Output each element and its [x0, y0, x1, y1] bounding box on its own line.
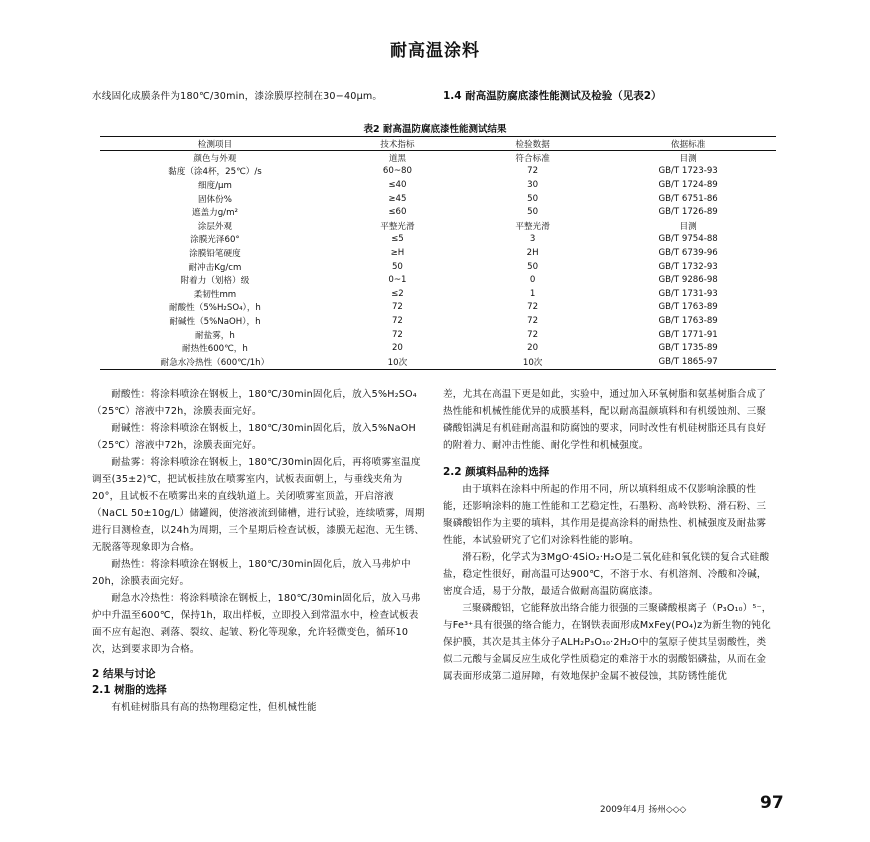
- table-cell: 耐热性600℃，h: [181, 344, 248, 355]
- table-row: [100, 205, 776, 219]
- table-row: [100, 151, 776, 165]
- table-cell: 3: [529, 234, 536, 245]
- table-row: [100, 246, 776, 260]
- table-cell: 72: [527, 302, 539, 313]
- table-cell: ≤40: [388, 179, 407, 190]
- table-cell: GB/T 6739-96: [658, 247, 718, 258]
- page-title: 耐高温涂料: [390, 41, 480, 61]
- table-row: [100, 178, 776, 192]
- table-cell: 目测: [679, 153, 697, 164]
- table-caption: 表2 耐高温防腐底漆性能测试结果: [363, 124, 507, 135]
- table-cell: GB/T 1771-91: [658, 329, 718, 340]
- section-1-4-heading: 1.4 耐高温防腐底漆性能测试及检验（见表2）: [443, 90, 662, 102]
- table-cell: 20: [391, 343, 403, 354]
- table-row: [100, 314, 776, 328]
- right-column: [443, 386, 775, 685]
- table-cell: GB/T 1724-89: [658, 179, 718, 190]
- table-cell: 72: [391, 329, 403, 340]
- table-cell: 附着力（划格）级: [180, 276, 250, 287]
- table-cell: 平整光滑: [380, 221, 415, 232]
- table-cell: GB/T 1763-89: [658, 315, 718, 326]
- paragraph: 耐酸性：将涂料喷涂在钢板上，180℃/30min固化后，放入5%H₂SO₄（25℃）溶液中72h，涂膜表面完好。: [92, 389, 417, 417]
- table-row: [100, 355, 776, 369]
- table-cell: GB/T 1726-89: [658, 207, 718, 218]
- table-cell: GB/T 1731-93: [658, 288, 718, 299]
- table-cell: 平整光滑: [515, 221, 550, 232]
- table-cell: 2H: [526, 247, 539, 258]
- table-header-row: [100, 137, 776, 151]
- table-cell: GB/T 1763-89: [658, 302, 718, 313]
- paragraph: 耐碱性：将涂料喷涂在钢板上，180℃/30min固化后，放入5%NaOH（25℃）溶液中72h，涂膜表面完好。: [92, 423, 416, 451]
- table-cell: 涂膜铅笔硬度: [189, 248, 241, 259]
- paragraph: 耐急水冷热性：将涂料喷涂在钢板上，180℃/30min固化后，放入马弗炉中升温至600℃，保持1h，取出样板，立即投入到常温水中，检查试板表面不应有起泡、剥落、裂纹、起皱、粉化等现象，允许轻微变色，循环10次，达到要求即为合格。: [92, 593, 421, 655]
- page-number: 97: [760, 793, 784, 813]
- table-cell: 72: [391, 315, 403, 326]
- table-cell: ≤60: [388, 207, 407, 218]
- col-header: 依据标准: [600, 137, 776, 151]
- table-cell: 耐盐雾，h: [195, 330, 235, 341]
- paragraph: 有机硅树脂具有高的热物理稳定性，但机械性能: [111, 702, 317, 713]
- section-2-1-heading: 2.1 树脂的选择: [92, 684, 167, 696]
- table-cell: GB/T 1732-93: [658, 261, 718, 272]
- table-cell: GB/T 1723-93: [658, 166, 718, 177]
- table-cell: 颜色与外观: [193, 153, 237, 164]
- table-body: [100, 151, 776, 370]
- paragraph: 差，尤其在高温下更是如此，实验中，通过加入环氧树脂和氨基树脂合成了热性能和机械性能优异的成膜基料，配以耐高温颜填料和有机缓蚀剂、三聚磷酸铝满足有机硅耐高温和防腐蚀的要求，同时改性有机硅树脂还具有良好的附着力、耐冲击性能、耐化学性和机械强度。: [443, 389, 767, 451]
- table-row: [100, 341, 776, 355]
- table-cell: 20: [527, 343, 539, 354]
- table-cell: 符合标准: [515, 153, 550, 164]
- table-cell: 柔韧性mm: [193, 289, 237, 300]
- table-cell: 耐碱性（5%NaOH），h: [169, 316, 261, 327]
- table-cell: 遮盖力g/m²: [191, 208, 238, 219]
- table-cell: 目测: [679, 221, 697, 232]
- table-cell: 72: [391, 302, 403, 313]
- table-cell: 耐急水冷热性（600℃/1h）: [100, 355, 330, 369]
- left-column: [92, 386, 427, 716]
- table-cell: 固体份%: [197, 194, 232, 205]
- table-cell: 50: [527, 193, 539, 204]
- table-row: [100, 328, 776, 342]
- paragraph: 耐盐雾：将涂料喷涂在钢板上，180℃/30min固化后，再将喷雾室温度调至(35±2)℃，把试板挂放在喷雾室内，试板表面朝上，与垂线夹角为20°，且试板不在喷雾出来的直线轨道上。关闭喷雾室顶盖，开启溶液（NaCL 50±10g/L）储罐阀，使溶液流到储槽，进行试验，连续喷雾，周期进行目测检查，以24h为周期，三个星期后检查试板，漆膜无起泡、无生锈、无脱落等现象即为合格。: [92, 457, 425, 553]
- intro-line: 水线固化成膜条件为180℃/30min，漆涂膜厚控制在30−40μm。: [92, 91, 383, 102]
- table-cell: 涂膜光泽60°: [190, 235, 240, 246]
- table-row: [100, 219, 776, 233]
- table-cell: ≤5: [391, 234, 404, 245]
- paragraph: 三聚磷酸铝，它能释放出络合能力很强的三聚磷酸根离子（P₃O₁₀）⁵⁻，与Fe³⁺具有很强的络合能力，在钢铁表面形成MxFey(PO₄)z为新生物的钝化保护膜，其次是其主体分子ALH₂P₃O₁₀·2H₂O中的氢原子使其呈弱酸性，类似二元酸与金属反应生成化学性质稳定的难溶于水的弱酸铝磷盐，从而在金属表面形成第二道屏障，有效地保护金属不被侵蚀，其防锈性能优: [443, 603, 772, 682]
- table-cell: 50: [527, 261, 539, 272]
- table-cell: 细度/μm: [197, 180, 232, 191]
- paragraph: 耐热性：将涂料喷涂在钢板上，180℃/30min固化后，放入马弗炉中20h，涂膜表面完好。: [92, 559, 411, 587]
- table-cell: ≥45: [388, 193, 407, 204]
- paragraph: 滑石粉，化学式为3MgO·4SiO₂·H₂O是二氧化硅和氧化镁的复合式硅酸盐，稳定性很好，耐高温可达900℃，不溶于水、有机溶剂、冷酸和冷碱，密度合适，易于分散，最适合做耐高温防腐底漆。: [443, 552, 770, 597]
- table-cell: 72: [527, 315, 539, 326]
- paragraph: 由于填料在涂料中所起的作用不同，所以填料组成不仅影响涂膜的性能，还影响涂料的施工性能和工艺稳定性，石墨粉、高岭铁粉、滑石粉、三聚磷酸铝作为主要的填料，其作用是提高涂料的耐热性、机械强度及耐盐雾性能，本试验研究了它们对涂料性能的影响。: [443, 484, 767, 546]
- table-cell: 0~1: [388, 275, 407, 286]
- table-row: [100, 273, 776, 287]
- table-cell: ≤2: [391, 288, 404, 299]
- table-cell: 10次: [330, 355, 465, 369]
- table-row: [100, 301, 776, 315]
- table-cell: GB/T 1865-97: [600, 355, 776, 369]
- section-2-heading: 2 结果与讨论: [92, 668, 156, 680]
- table-row: [100, 192, 776, 206]
- table-cell: GB/T 9754-88: [658, 234, 718, 245]
- table-row: [100, 287, 776, 301]
- col-header: 检验数据: [465, 137, 600, 151]
- table-cell: GB/T 9286-98: [658, 275, 718, 286]
- page-footer: 2009年4月 扬州◇◇◇: [600, 805, 687, 815]
- table-cell: 72: [527, 166, 539, 177]
- table-cell: 耐酸性（5%H₂SO₄），h: [168, 303, 261, 314]
- col-header: 检测项目: [100, 137, 330, 151]
- table-cell: 道黑: [388, 153, 407, 164]
- table-cell: 10次: [465, 355, 600, 369]
- table-cell: ≥H: [390, 247, 405, 258]
- table-cell: 黏度（涂4杯，25℃）/s: [168, 167, 262, 178]
- table-row: [100, 260, 776, 274]
- table-row: [100, 233, 776, 247]
- table-cell: GB/T 6751-86: [658, 193, 718, 204]
- table-cell: 涂层外观: [197, 221, 233, 232]
- table-cell: GB/T 1735-89: [658, 343, 718, 354]
- table-row: [100, 165, 776, 179]
- table-cell: 0: [529, 275, 536, 286]
- table-cell: 1: [529, 288, 536, 299]
- section-2-2-heading: 2.2 颜填料品种的选择: [443, 466, 550, 478]
- table-cell: 耐冲击Kg/cm: [188, 262, 242, 273]
- table-cell: 50: [527, 207, 539, 218]
- table-cell: 30: [527, 179, 539, 190]
- table-cell: 50: [391, 261, 403, 272]
- table-cell: 72: [527, 329, 539, 340]
- results-table: [100, 136, 776, 370]
- col-header: 技术指标: [330, 137, 465, 151]
- table-cell: 60~80: [382, 166, 412, 177]
